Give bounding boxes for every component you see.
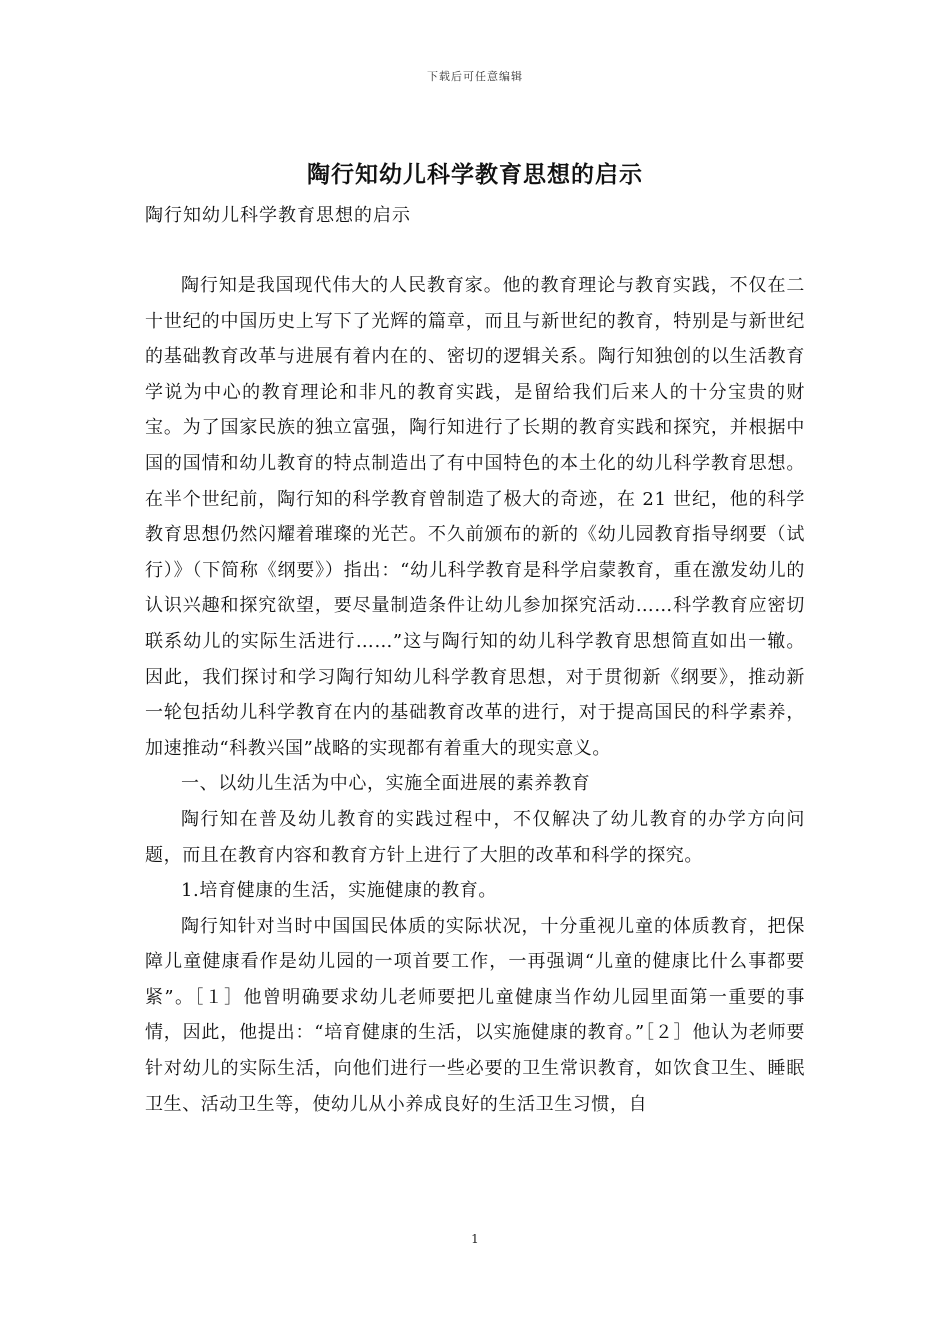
document-title: 陶行知幼儿科学教育思想的启示: [307, 161, 643, 188]
document-body: [145, 268, 805, 1122]
subsection-heading-1: 1.培育健康的生活，实施健康的教育。: [181, 880, 497, 902]
paragraph-intro: 陶行知是我国现代伟大的人民教育家。他的教育理论与教育实践，不仅在二十世纪的中国历史上写下了光辉的篇章，而且与新世纪的教育，特别是与新世纪的基础教育改革与进展有着内在的、密切的逻辑关系。陶行知独创的以生活教育学说为中心的教育理论和非凡的教育实践，是留给我们后来人的十分宝贵的财宝。为了国家民族的独立富强，陶行知进行了长期的教育实践和探究，并根据中国的国情和幼儿教育的特点制造出了有中国特色的本土化的幼儿科学教育思想。在半个世纪前，陶行知的科学教育曾制造了极大的奇迹，在 21 世纪，他的科学教育思想仍然闪耀着璀璨的光芒。不久前颁布的新的《幼儿园教育指导纲要（试行）》（下简称《纲要》）指出：“幼儿科学教育是科学启蒙教育，重在激发幼儿的认识兴趣和探究欲望，要尽量制造条件让幼儿参加探究活动……科学教育应密切联系幼儿的实际生活进行……”这与陶行知的幼儿科学教育思想简直如出一辙。因此，我们探讨和学习陶行知幼儿科学教育思想，对于贯彻新《纲要》，推动新一轮包括幼儿科学教育在内的基础教育改革的进行，对于提高国民的科学素养，加速推动“科教兴国”战略的实现都有着重大的现实意义。: [145, 275, 805, 759]
paragraph-subsection-1: 陶行知针对当时中国国民体质的实际状况，十分重视儿童的体质教育，把保障儿童健康看作是幼儿园的一项首要工作，一再强调“儿童的健康比什么事都要紧”。［１］他曾明确要求幼儿老师要把儿童健康当作幼儿园里面第一重要的事情，因此，他提出：“培育健康的生活，以实施健康的教育。”［２］他认为老师要针对幼儿的实际生活，向他们进行一些必要的卫生常识教育，如饮食卫生、睡眠卫生、活动卫生等，使幼儿从小养成良好的生活卫生习惯，自: [145, 915, 805, 1115]
document-subtitle: 陶行知幼儿科学教育思想的启示: [145, 205, 411, 226]
section-heading-1: 一、以幼儿生活为中心，实施全面进展的素养教育: [181, 773, 591, 795]
paragraph-section-1: 陶行知在普及幼儿教育的实践过程中，不仅解决了幼儿教育的办学方向问题，而且在教育内容和教育方针上进行了大胆的改革和科学的探究。: [145, 808, 805, 866]
header-note: 下载后可任意编辑: [427, 70, 523, 83]
page-number: 1: [471, 1232, 479, 1246]
